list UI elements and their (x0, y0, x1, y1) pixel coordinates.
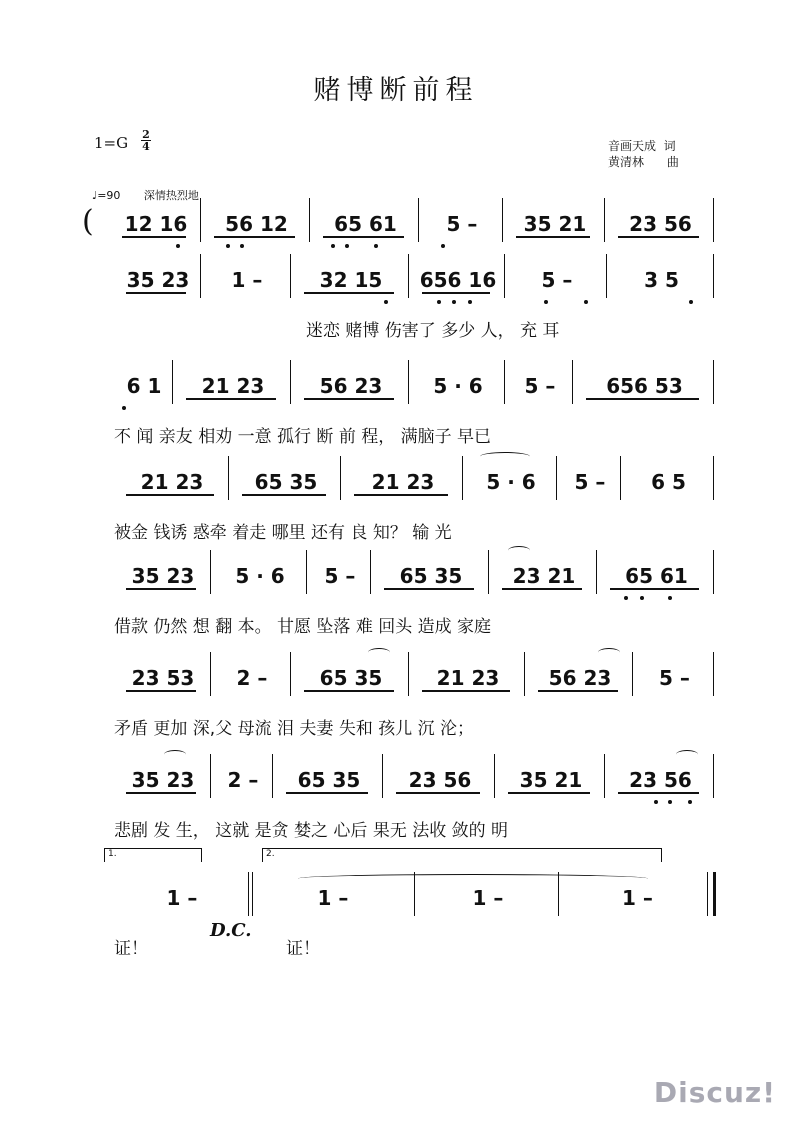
song-title: 赌博断前程 (313, 75, 479, 106)
repeat-end-bar (252, 872, 253, 916)
octave-dot (544, 300, 548, 304)
barline (604, 198, 605, 242)
barline (713, 360, 714, 404)
beam-underline (538, 690, 618, 692)
barline (290, 360, 291, 404)
barline (370, 550, 371, 594)
forum-watermark: Discuz! (653, 1076, 776, 1109)
barline (713, 550, 714, 594)
octave-dot (688, 800, 692, 804)
slur-mark (368, 648, 390, 657)
octave-dot (437, 300, 441, 304)
beam-underline (186, 398, 276, 400)
da-capo-mark: D.C. (210, 920, 252, 941)
measure-notes: 5 · 6 (235, 564, 285, 588)
tie-arc (298, 874, 648, 883)
barline (606, 254, 607, 298)
beam-underline (242, 494, 326, 496)
barline (713, 652, 714, 696)
beam-underline (354, 494, 448, 496)
time-signature-top: 2 (142, 128, 150, 141)
octave-dot (441, 244, 445, 248)
measure-notes: 65 35 (319, 666, 383, 690)
beam-underline (516, 236, 590, 238)
octave-dot (122, 406, 126, 410)
barline (290, 652, 291, 696)
measure-notes: 65 35 (254, 470, 318, 494)
composer-credit: 黄清林 曲 (608, 155, 679, 169)
octave-dot (452, 300, 456, 304)
lyric-line: 不 闻 亲友 相劝 一意 孤行 断 前 程， 满脑子 早已 (114, 427, 492, 447)
barline (504, 254, 505, 298)
barline (290, 254, 291, 298)
repeat-open-paren: ( (82, 204, 94, 239)
lyric-line: 矛盾 更加 深,父 母流 泪 夫妻 失和 孩儿 沉 沦； (114, 719, 475, 739)
measure-notes: 35 23 (126, 268, 190, 292)
barline (210, 550, 211, 594)
beam-underline (323, 236, 404, 238)
measure-notes: 6 5 (651, 470, 686, 494)
lyric-line: 借款 仍然 想 翻 本。 甘愿 坠落 难 回头 造成 家庭 (114, 617, 492, 637)
measure-notes: 56 12 (225, 212, 288, 236)
measure-notes: 56 23 (548, 666, 612, 690)
key-signature: 1=G (94, 134, 129, 152)
measure-notes: 5 – (659, 666, 690, 690)
barline (604, 754, 605, 798)
barline (713, 198, 714, 242)
measure-notes: 21 23 (140, 470, 204, 494)
octave-dot (176, 244, 180, 248)
octave-dot (468, 300, 472, 304)
beam-underline (610, 588, 699, 590)
barline (572, 360, 573, 404)
beam-underline (122, 236, 186, 238)
measure-notes: 1 – (166, 886, 198, 910)
slur-mark (598, 648, 620, 657)
measure-notes: 656 53 (606, 374, 683, 398)
barline (200, 254, 201, 298)
measure-notes: 23 21 (512, 564, 576, 588)
barline (504, 360, 505, 404)
measure-notes: 65 35 (297, 768, 361, 792)
measure-notes: 2 – (227, 768, 259, 792)
measure-notes: 23 56 (629, 768, 692, 792)
measure-notes: 12 16 (124, 212, 188, 236)
beam-underline (214, 236, 295, 238)
barline (200, 198, 201, 242)
measure-notes: 21 23 (371, 470, 435, 494)
octave-dot (668, 596, 672, 600)
final-barline-thin (707, 872, 708, 916)
octave-dot (624, 596, 628, 600)
measure-notes: 5 – (524, 374, 556, 398)
barline (272, 754, 273, 798)
octave-dot (668, 800, 672, 804)
barline (172, 360, 173, 404)
tempo-mood: 深情热烈地 (143, 189, 199, 202)
first-ending-bracket: 1. (104, 848, 202, 862)
octave-dot (584, 300, 588, 304)
lyric-line: 迷恋 赌博 伤害了 多少 人， 充 耳 (306, 321, 560, 341)
slur-mark (676, 750, 698, 759)
lyric-line: 证！ (114, 939, 148, 959)
barline (248, 872, 249, 916)
barline (408, 652, 409, 696)
barline (210, 754, 211, 798)
time-signature-bottom: 4 (142, 140, 150, 153)
measure-notes: 5 – (324, 564, 356, 588)
beam-underline (126, 292, 186, 294)
beam-underline (508, 792, 590, 794)
measure-notes: 21 23 (436, 666, 500, 690)
time-signature (141, 129, 151, 152)
measure-notes: 3 5 (644, 268, 679, 292)
measure-notes: 32 15 (319, 268, 383, 292)
beam-underline (396, 792, 480, 794)
beam-underline (126, 690, 196, 692)
beam-underline (304, 398, 394, 400)
beam-underline (384, 588, 474, 590)
beam-underline (618, 792, 699, 794)
measure-notes: 56 23 (319, 374, 383, 398)
measure-notes: 35 21 (519, 768, 583, 792)
barline (228, 456, 229, 500)
barline (488, 550, 489, 594)
beam-underline (586, 398, 699, 400)
barline (632, 652, 633, 696)
barline (502, 198, 503, 242)
octave-dot (226, 244, 230, 248)
measure-notes: 656 16 (419, 268, 497, 292)
octave-dot (689, 300, 693, 304)
measure-notes: 23 53 (131, 666, 195, 690)
lyric-line: 悲剧 发 生， 这就 是贪 婪之 心后 果无 法收 敛的 明 (114, 821, 509, 841)
measure-notes: 35 23 (131, 564, 195, 588)
lyricist-credit: 音画天成 词 (608, 139, 676, 153)
beam-underline (286, 792, 368, 794)
barline (306, 550, 307, 594)
second-ending-bracket: 2. (262, 848, 662, 862)
octave-dot (331, 244, 335, 248)
barline (556, 456, 557, 500)
octave-dot (345, 244, 349, 248)
measure-notes: 1 – (231, 268, 263, 292)
measure-notes: 65 61 (625, 564, 688, 588)
slur-mark (164, 750, 186, 759)
barline (408, 254, 409, 298)
beam-underline (304, 690, 394, 692)
barline (713, 254, 714, 298)
measure-notes: 5 · 6 (486, 470, 536, 494)
beam-underline (502, 588, 582, 590)
beam-underline (422, 292, 490, 294)
lyric-line-second-ending: 证！ (286, 939, 320, 959)
measure-notes: 21 23 (201, 374, 265, 398)
beam-underline (126, 494, 214, 496)
octave-dot (640, 596, 644, 600)
beam-underline (304, 292, 394, 294)
measure-notes: 1 – (472, 886, 504, 910)
barline (210, 652, 211, 696)
octave-dot (654, 800, 658, 804)
measure-notes: 6 1 (126, 374, 162, 398)
beam-underline (126, 792, 196, 794)
barline (494, 754, 495, 798)
barline (309, 198, 310, 242)
beam-underline (618, 236, 699, 238)
measure-notes: 23 56 (629, 212, 692, 236)
barline (524, 652, 525, 696)
measure-notes: 35 21 (523, 212, 587, 236)
barline (408, 360, 409, 404)
barline (620, 456, 621, 500)
barline (713, 456, 714, 500)
barline (418, 198, 419, 242)
octave-dot (374, 244, 378, 248)
tempo-marking (92, 187, 199, 203)
measure-notes: 1 – (317, 886, 349, 910)
barline (713, 872, 716, 916)
barline (713, 754, 714, 798)
measure-notes: 35 23 (131, 768, 195, 792)
barline (596, 550, 597, 594)
measure-notes: 5 – (446, 212, 478, 236)
slur-mark (480, 452, 530, 461)
measure-notes: 23 56 (408, 768, 472, 792)
octave-dot (240, 244, 244, 248)
measure-notes: 5 · 6 (433, 374, 483, 398)
beam-underline (422, 690, 510, 692)
barline (340, 456, 341, 500)
barline (382, 754, 383, 798)
measure-notes: 2 – (236, 666, 268, 690)
beam-underline (126, 588, 196, 590)
measure-notes: 5 – (541, 268, 573, 292)
octave-dot (384, 300, 388, 304)
barline (462, 456, 463, 500)
lyric-line: 被金 钱诱 惑牵 着走 哪里 还有 良 知？ 输 光 (114, 523, 452, 543)
measure-notes: 1 – (622, 886, 653, 910)
tempo-bpm: ♩=90 (92, 189, 121, 202)
measure-notes: 65 61 (334, 212, 397, 236)
measure-notes: 65 35 (399, 564, 463, 588)
measure-notes: 5 – (574, 470, 606, 494)
slur-mark (508, 546, 530, 555)
